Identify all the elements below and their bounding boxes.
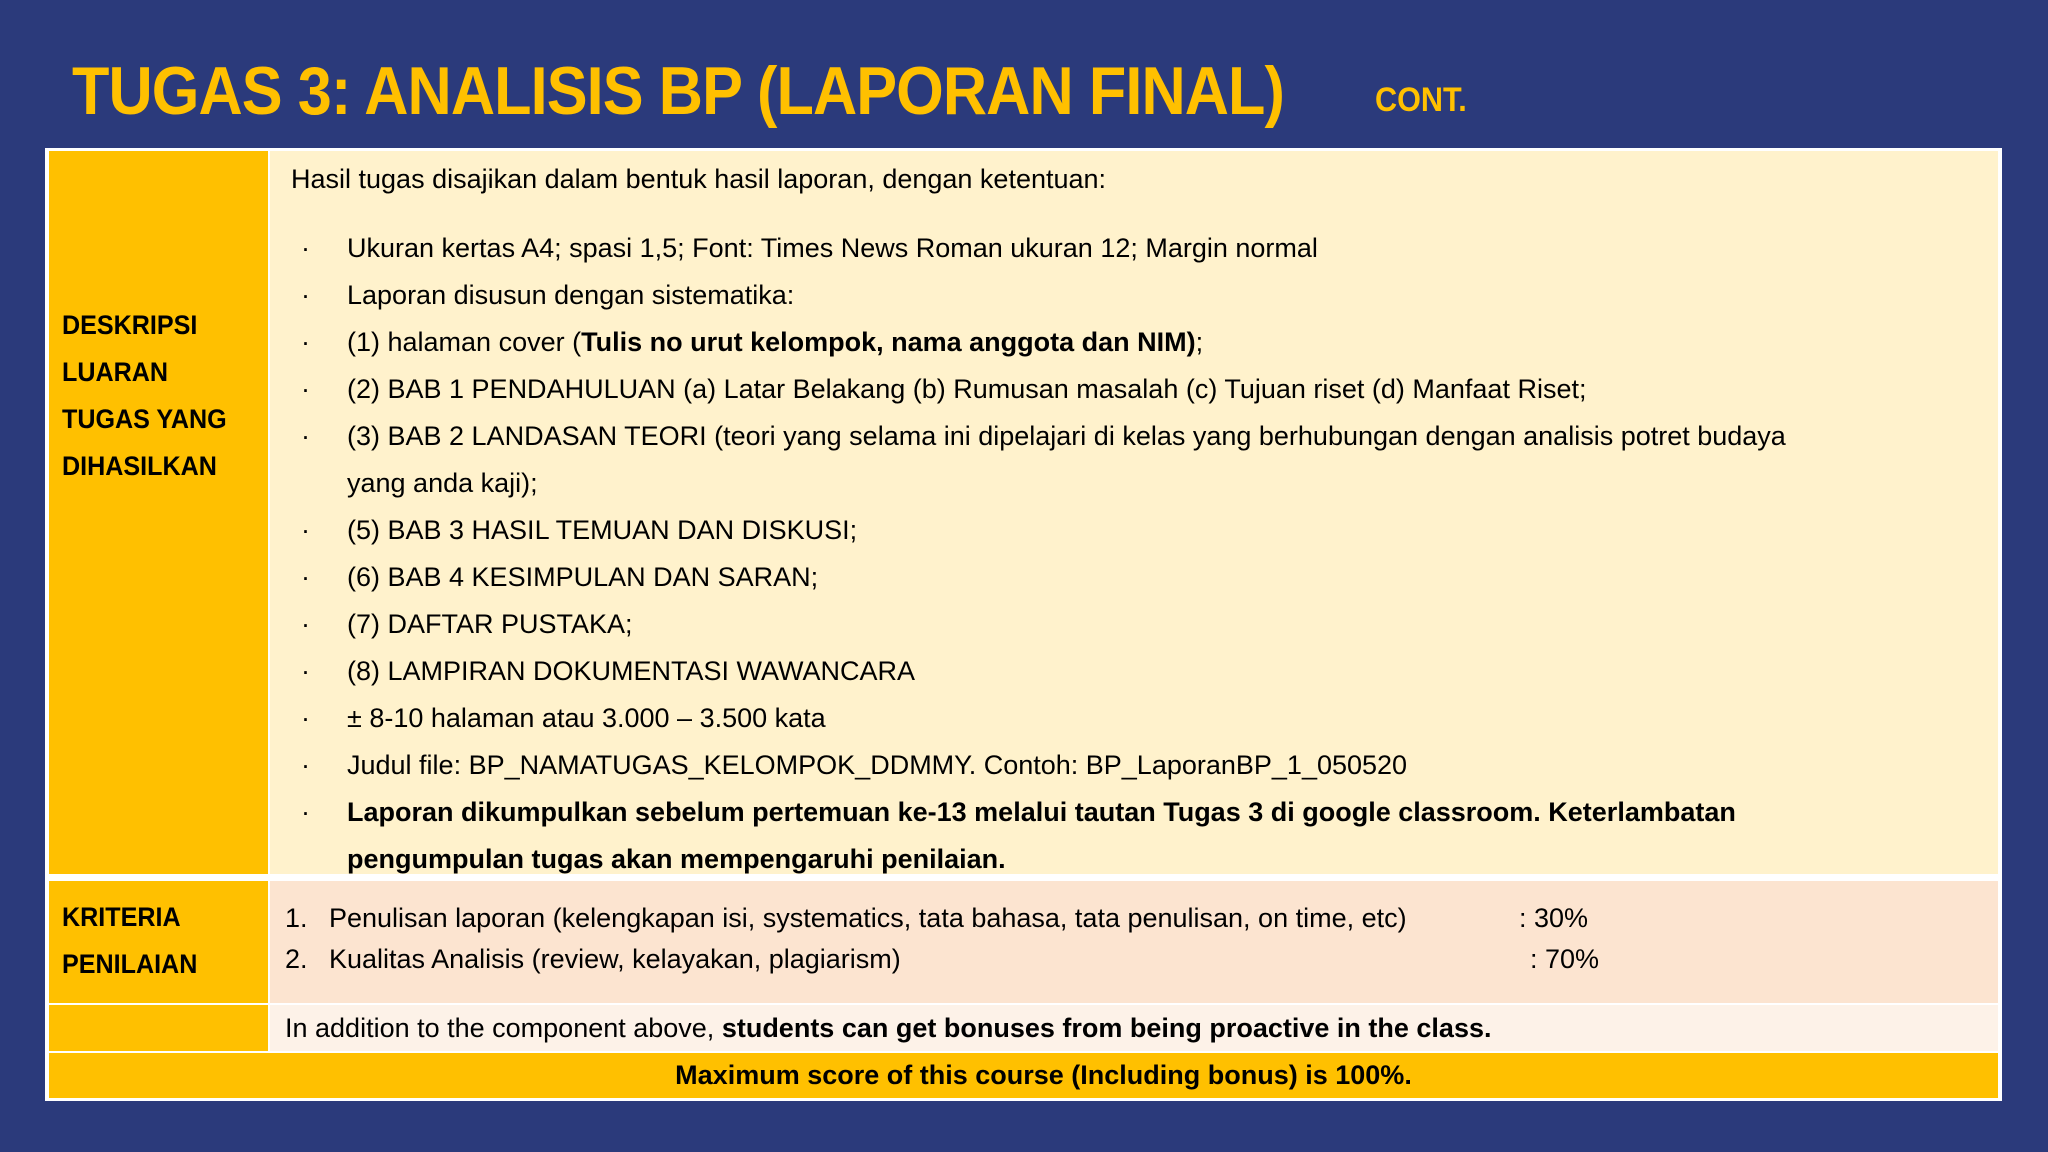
criteria-weight: : 30% [1519,903,1589,933]
bonus-text-bold: students can get bonuses from being proactive in the class. [721,1013,1492,1043]
bullet-icon: · [301,656,310,686]
bullet-icon: · [301,750,310,780]
max-score-row [49,1053,1998,1098]
list-item [270,272,1786,319]
bullet-icon: · [301,703,310,733]
criteria-text: Penulisan laporan (kelengkapan isi, systematics, tata bahasa, tata penulisan, on time, etc) [329,903,1407,933]
list-item [270,742,1786,789]
list-item-text: (8) LAMPIRAN DOKUMENTASI WAWANCARA [347,656,916,686]
label-line: DESKRIPSI [62,310,198,340]
criteria-weight: : 70% [1530,944,1600,974]
list-item-text: (6) BAB 4 KESIMPULAN DAN SARAN; [347,562,819,592]
bullet-icon: · [301,421,310,451]
criteria-item [285,898,1709,939]
description-label [62,302,227,490]
list-item-text-continuation: yang anda kaji); [347,468,538,498]
bullet-icon: · [301,609,310,639]
requirements-list [270,225,1786,883]
list-item-text-continuation: pengumpulan tugas akan mempengaruhi penilaian. [347,844,1006,874]
list-item-text: Laporan disusun dengan sistematika: [347,280,795,310]
label-line: PENILAIAN [62,949,198,979]
list-item-deadline [270,789,1786,883]
bonus-label-cell [49,1005,268,1051]
list-item-text: (7) DAFTAR PUSTAKA; [347,609,633,639]
list-item-text: Judul file: BP_NAMATUGAS_KELOMPOK_DDMMY. Contoh: BP_LaporanBP_1_050520 [347,750,1408,780]
bullet-icon: · [301,797,310,827]
bonus-body-cell [270,1005,1998,1051]
list-item-text-bold: Tulis no urut kelompok, nama anggota dan NIM) [581,327,1196,357]
max-score-note: Maximum score of this course (Including bonus) is 100%. [675,1060,1412,1090]
slide-title-suffix: CONT. [1375,81,1467,119]
description-label-cell [49,151,268,874]
criteria-list [285,898,1709,980]
list-item [270,225,1786,272]
criteria-number: 1. [285,903,308,933]
criteria-label-cell [49,881,268,1003]
bullet-icon: · [301,280,310,310]
description-intro: Hasil tugas disajikan dalam bentuk hasil laporan, dengan ketentuan: [291,164,1107,194]
list-item-text: (2) BAB 1 PENDAHULUAN (a) Latar Belakang (b) Rumusan masalah (c) Tujuan riset (d) Manfaat Riset; [347,374,1587,404]
list-item-text: ± 8-10 halaman atau 3.000 – 3.500 kata [347,703,826,733]
list-item [270,413,1786,507]
list-item [270,695,1786,742]
list-item-text: ; [1195,327,1204,357]
list-item [270,648,1786,695]
assignment-table [45,148,2002,1101]
slide-title [72,52,1467,132]
criteria-label [62,894,197,988]
list-item [270,319,1786,366]
criteria-text: Kualitas Analisis (review, kelayakan, plagiarism) [329,944,901,974]
list-item-text: (3) BAB 2 LANDASAN TEORI (teori yang selama ini dipelajari di kelas yang berhubungan dengan analisis potret budaya [347,421,1786,451]
list-item [270,554,1786,601]
criteria-number: 2. [285,944,308,974]
label-line: LUARAN [62,357,169,387]
criteria-row [49,881,1998,1003]
slide-title-main: TUGAS 3: ANALISIS BP (LAPORAN FINAL) [72,53,1285,129]
list-item [270,507,1786,554]
description-body-cell [270,151,1998,874]
list-item-text: (1) halaman cover ( [347,327,582,357]
list-item-text: Laporan dikumpulkan sebelum pertemuan ke-13 melalui tautan Tugas 3 di google classroom. Keterlambatan [347,797,1736,827]
description-row [49,151,1998,874]
bullet-icon: · [301,327,310,357]
bonus-note [285,1005,1491,1051]
criteria-item [285,939,1709,980]
list-item [270,601,1786,648]
label-line: TUGAS YANG [62,404,227,434]
label-line: DIHASILKAN [62,451,217,481]
bullet-icon: · [301,374,310,404]
bonus-row [49,1005,1998,1051]
label-line: KRITERIA [62,902,181,932]
list-item-text: Ukuran kertas A4; spasi 1,5; Font: Times News Roman ukuran 12; Margin normal [347,233,1318,263]
bonus-text: In addition to the component above, [285,1013,722,1043]
bullet-icon: · [301,515,310,545]
bullet-icon: · [301,233,310,263]
list-item [270,366,1786,413]
list-item-text: (5) BAB 3 HASIL TEMUAN DAN DISKUSI; [347,515,858,545]
criteria-body-cell [270,881,1998,1003]
bullet-icon: · [301,562,310,592]
